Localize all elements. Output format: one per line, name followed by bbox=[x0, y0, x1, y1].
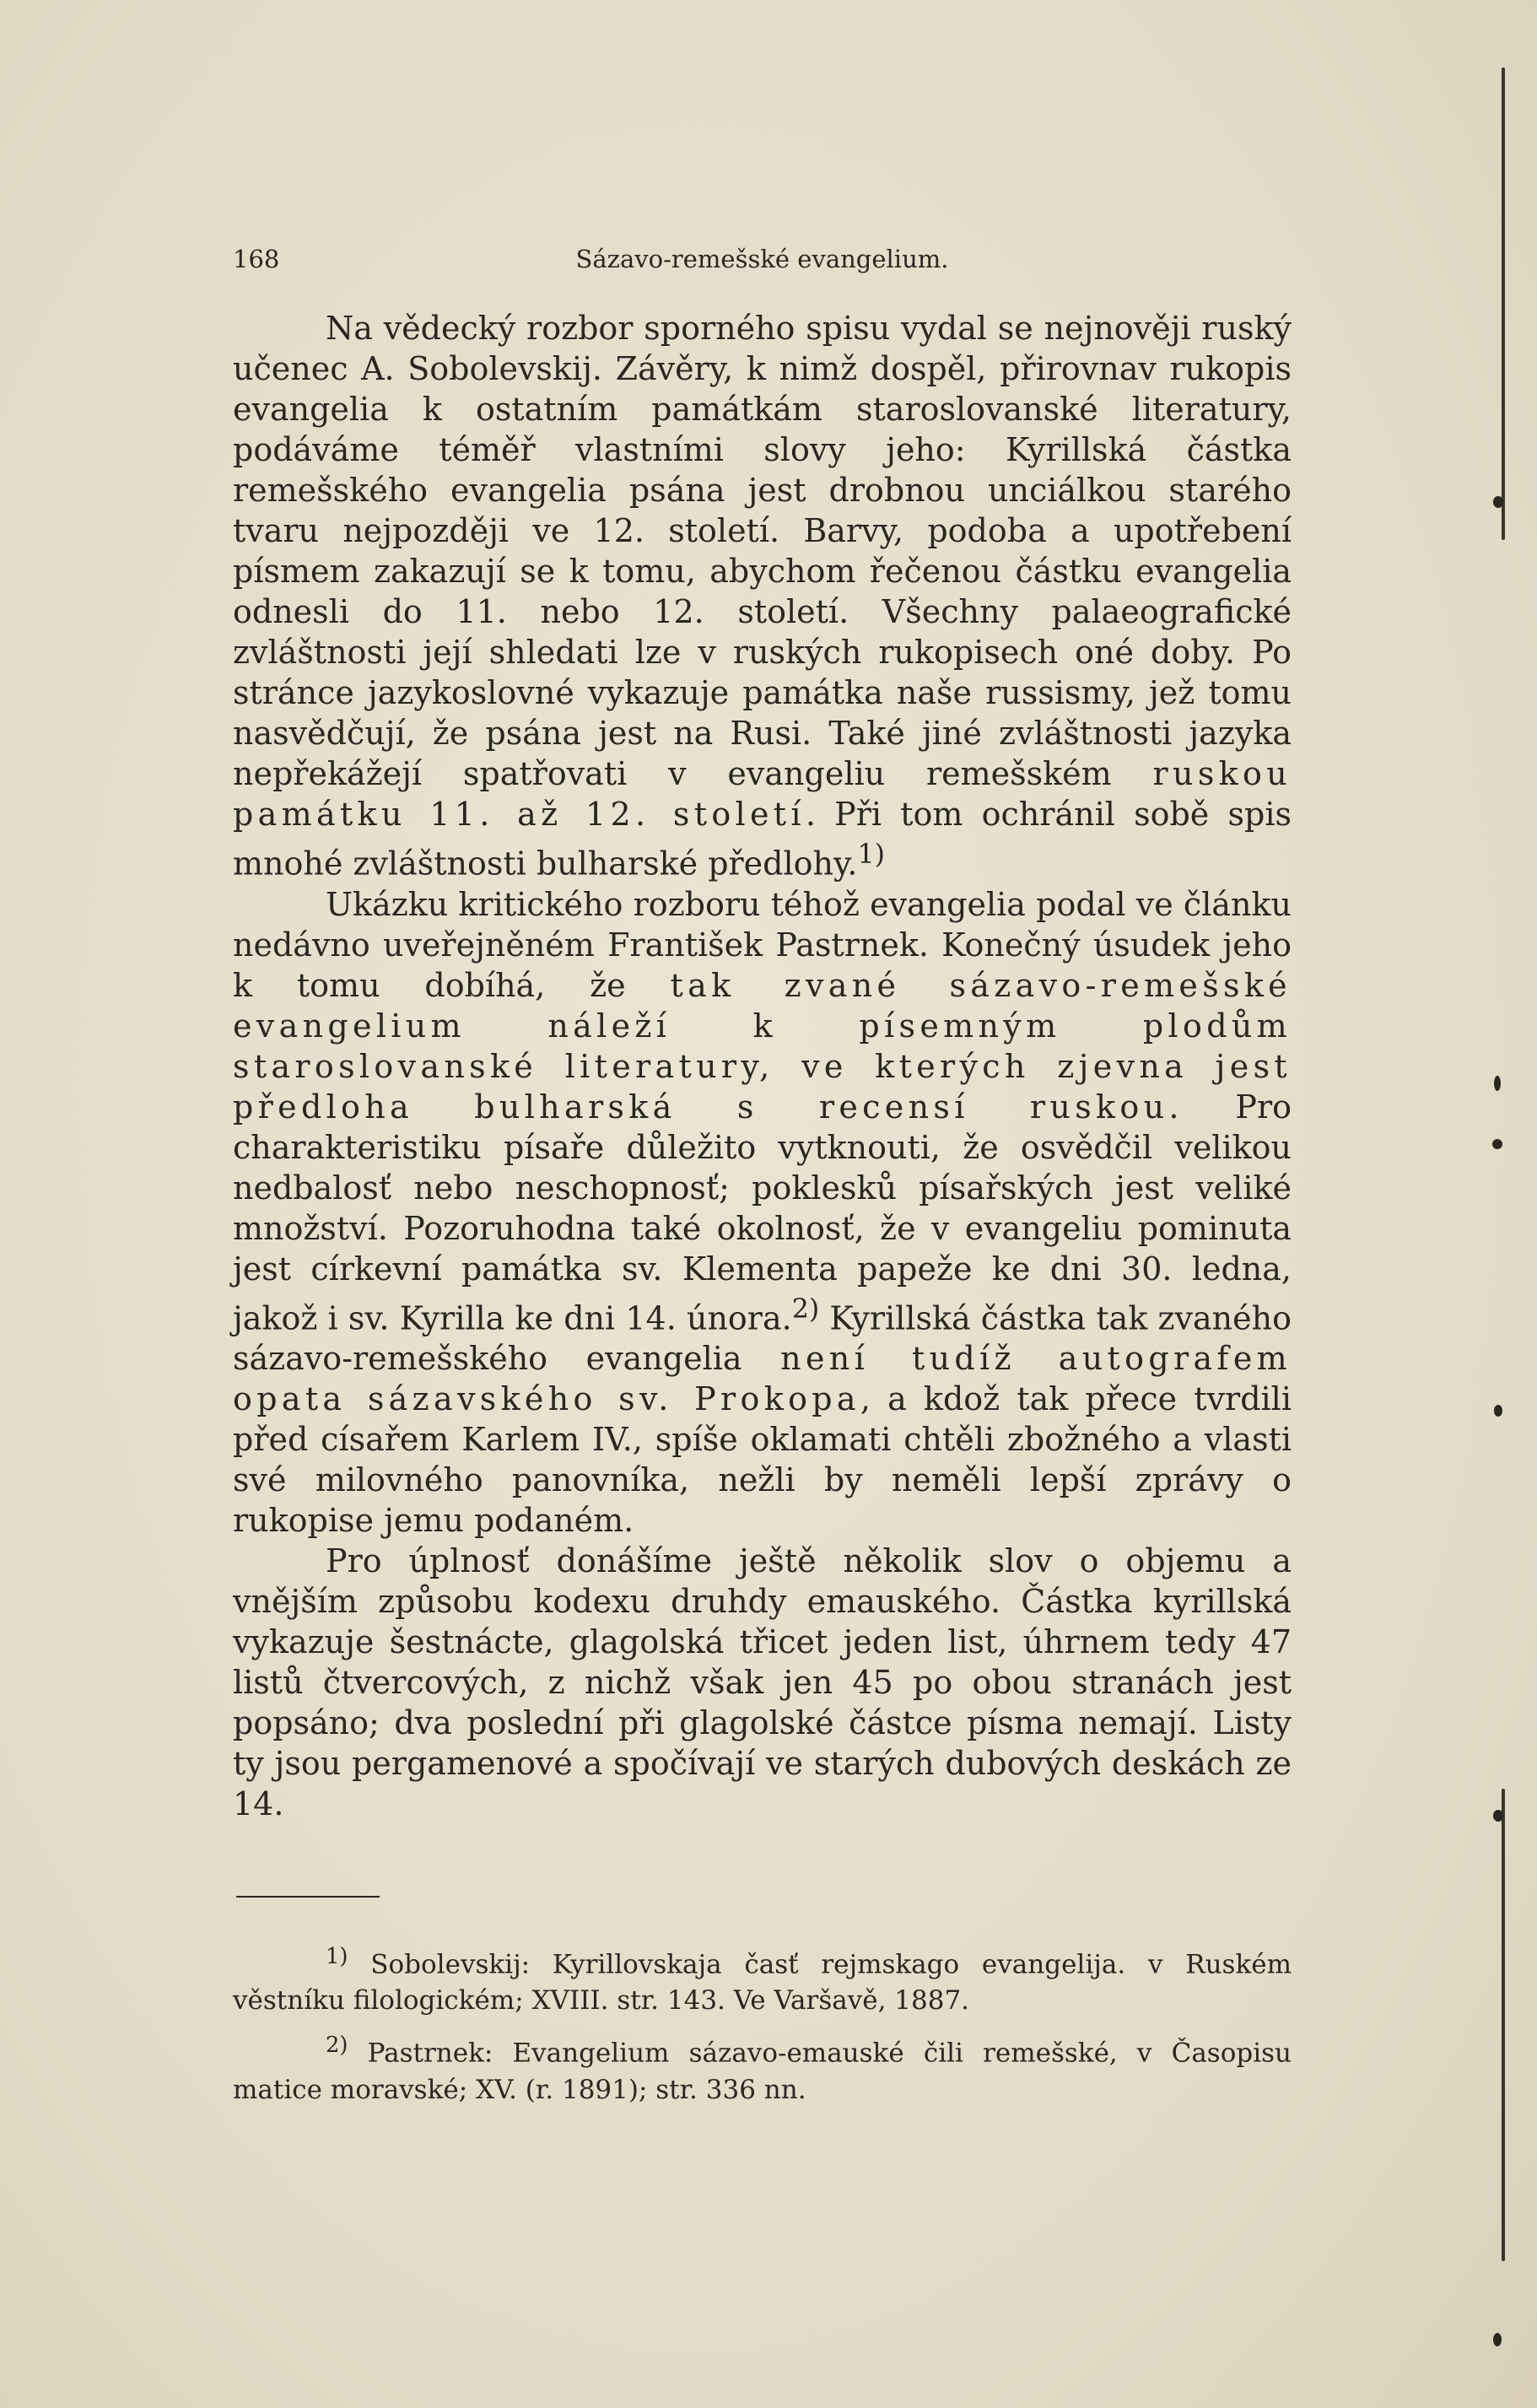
text-run: . Při tom ochránil sobě spis mnohé zvláštnosti bulharské předlohy. bbox=[233, 796, 1292, 883]
ink-speck bbox=[1494, 1076, 1501, 1091]
spaced-emphasis: tak zvané sázavo-remešské evangelium náleží k písemným plodům staroslovanské literatury, ve kterých zjevna jest předloha bulharská s recensí ruskou bbox=[233, 966, 1292, 1126]
text-run: Sobolevskij: Kyrillovskaja časť rejmskago evangelija. v Ruském věstníku filologickém; XVIII. str. 143. Ve Varšavě, 1887. bbox=[233, 1949, 1292, 2017]
footnote-rule bbox=[236, 1896, 380, 1898]
ink-speck bbox=[1492, 1139, 1502, 1149]
footnote-2 bbox=[233, 2027, 1292, 2108]
paragraph-3 bbox=[233, 1541, 1292, 1824]
footnote-marker: 1) bbox=[326, 1944, 348, 1969]
page-header bbox=[233, 245, 1292, 278]
footnote-marker: 1) bbox=[857, 840, 885, 870]
footnote-marker: 2) bbox=[791, 1293, 820, 1325]
spaced-emphasis: není tudíž autografem opata sázavského sv. Prokopa bbox=[233, 1340, 1292, 1418]
spaced-emphasis: ruskou památku 11. až 12. století bbox=[233, 755, 1292, 833]
paragraph-1 bbox=[233, 308, 1292, 884]
text-run: . Pro charakteristiku písaře důležito vytknouti, že osvědčil velikou nedbalosť nebo neschopnosť; poklesků písařských jest veliké množství. Pozoruhodna také okolnosť, že v evangeliu pominuta jest církevní památka sv. Klementa papeže ke dni 30. ledna, jakož i sv. Kyrilla ke dni 14. února. bbox=[233, 1088, 1292, 1337]
text-run: Pro úplnosť donášíme ještě několik slov o objemu a vnějším způsobu kodexu druhdy emauského. Částka kyrillská vykazuje šestnácte, glagolská třicet jeden list, úhrnem tedy 47 listů čtvercových, z nichž však jen 45 po obou stranách jest popsáno; dva poslední při glagolské částce písma nemají. Listy ty jsou pergamenové a spočívají ve starých dubových deskách ze 14. bbox=[233, 1542, 1292, 1823]
text-run: Kyrillská částka tak zvaného sázavo-remešského evangelia bbox=[233, 1299, 1292, 1378]
text-run: Ukázku kritického rozboru téhož evangelia podal ve článku nedávno uveřejněném František Pastrnek. Konečný úsudek jeho k tomu dobíhá, že bbox=[233, 885, 1292, 1004]
footnote-1 bbox=[233, 1939, 1292, 2019]
ink-speck bbox=[1493, 496, 1503, 508]
text-run: Na vědecký rozbor sporného spisu vydal se nejnověji ruský učenec A. Sobolevskij. Závěry, k nimž dospěl, přirovnav rukopis evangelia k ostatním památkám staroslovanské literatury, podáváme téměř vlastními slovy jeho: Kyrillská částka remešského evangelia psána jest drobnou unciálkou starého tvaru nejpozději ve 12. století. Barvy, podoba a upotřebení písmem zakazují se k tomu, abychom řečenou částku evangelia odnesli do 11. nebo 12. století. Všechny palaeografické zvláštnosti její shledati lze v ruských rukopisech oné doby. Po stránce jazykoslovné vykazuje památka naše russismy, jež tomu nasvědčují, že psána jest na Rusi. Také jiné zvláštnosti jazyka nepřekážejí spatřovati v evangeliu remešském bbox=[233, 310, 1292, 792]
ink-speck bbox=[1493, 2333, 1502, 2346]
page-edge-line-top bbox=[1502, 67, 1505, 540]
running-title: Sázavo-remešské evangelium. bbox=[575, 245, 949, 273]
ink-speck bbox=[1494, 1405, 1502, 1417]
page-number: 168 bbox=[233, 245, 280, 273]
text-run: , a kdož tak přece tvrdili před císařem Karlem IV., spíše oklamati chtěli zbožného a vlasti své milovného panovníka, nežli by neměli lepší zprávy o rukopise jemu podaném. bbox=[233, 1380, 1292, 1540]
ink-speck bbox=[1493, 1810, 1503, 1822]
body-text bbox=[233, 308, 1292, 1824]
footnotes bbox=[233, 1939, 1292, 2117]
page-edge-line-bottom bbox=[1502, 1789, 1505, 2261]
text-run: Pastrnek: Evangelium sázavo-emauské čili remešské, v Časopisu matice moravské; XV. (r. 1891); str. 336 nn. bbox=[233, 2038, 1292, 2105]
footnote-marker: 2) bbox=[326, 2033, 348, 2059]
paragraph-2 bbox=[233, 884, 1292, 1541]
